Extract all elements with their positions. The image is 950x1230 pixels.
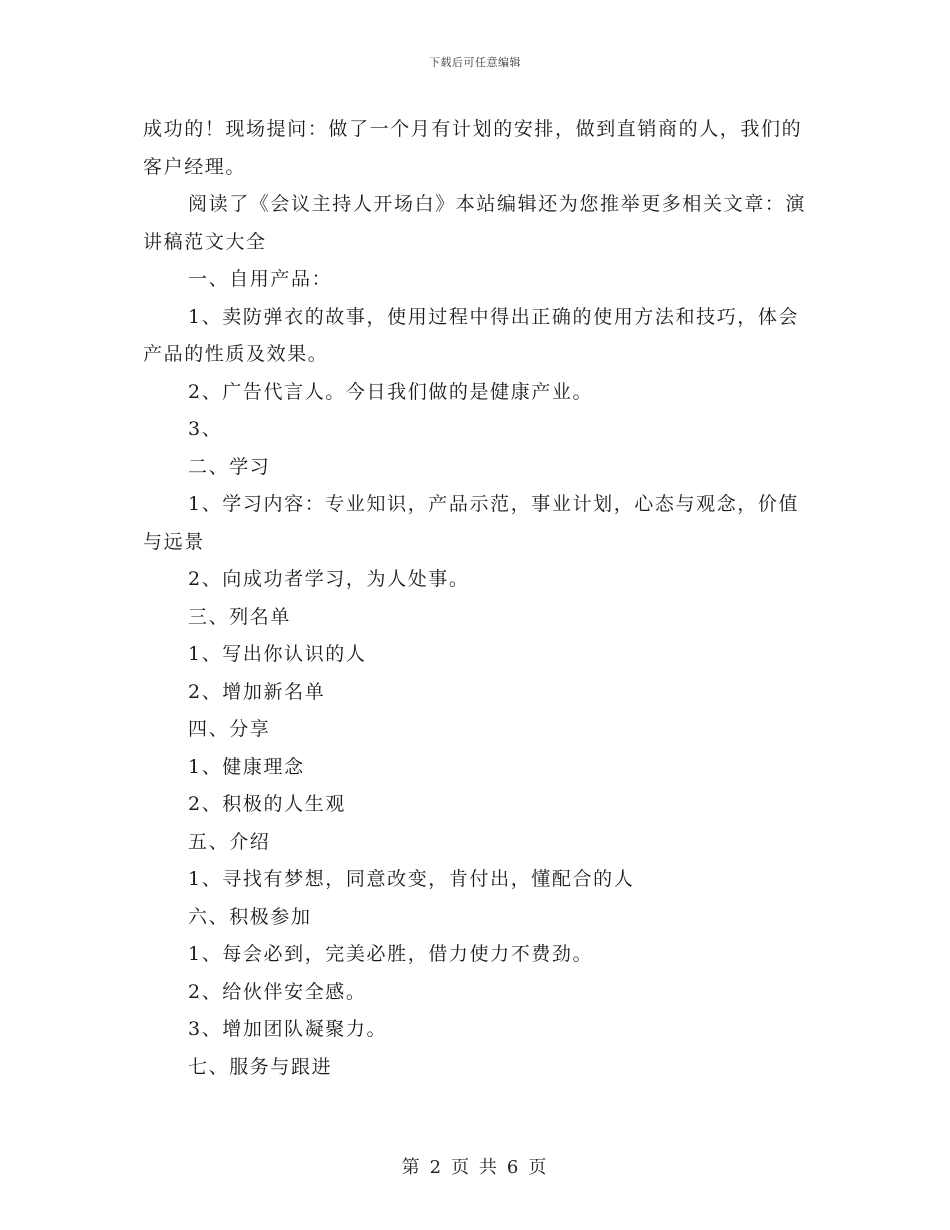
current-page-number: 2 [429,1157,444,1178]
list-item: 2、广告代言人。今日我们做的是健康产业。 [188,380,594,403]
section-heading: 二、学习 [188,455,271,478]
footer-prefix: 第 [401,1157,422,1178]
list-item: 2、积极的人生观 [188,793,346,815]
list-item: 2、给伙伴安全感。 [188,980,367,1003]
section-heading: 五、介绍 [188,830,271,853]
section-heading: 七、服务与跟进 [188,1055,333,1078]
section-heading: 三、列名单 [188,605,292,628]
page-header-note: 下载后可任意编辑 [429,56,521,69]
list-item: 3、 [188,418,223,440]
page-number-footer [0,1153,950,1179]
document-body [143,111,807,1086]
list-item: 2、向成功者学习，为人处事。 [188,568,470,590]
list-item: 1、学习内容：专业知识，产品示范，事业计划，心态与观念，价值与远景 [143,493,800,553]
total-page-count: 6 [506,1157,521,1178]
list-item: 1、每会必到，完美必胜，借力使力不费劲。 [188,943,594,965]
footer-suffix: 页 [528,1157,549,1178]
section-heading: 一、自用产品： [188,268,333,290]
list-item: 1、卖防弹衣的故事，使用过程中得出正确的使用方法和技巧，体会产品的性质及效果。 [143,305,800,365]
list-item: 3、增加团队凝聚力。 [188,1018,388,1040]
list-item: 2、增加新名单 [188,680,326,703]
list-item: 1、写出你认识的人 [188,643,367,665]
section-heading: 四、分享 [188,718,271,740]
paragraph: 阅读了《会议主持人开场白》本站编辑还为您推举更多相关文章：演讲稿范文大全 [143,193,807,253]
footer-middle: 页 共 [451,1157,499,1178]
section-heading: 六、积极参加 [188,905,312,928]
list-item: 1、寻找有梦想，同意改变，肯付出，懂配合的人 [188,868,635,890]
paragraph: 成功的！现场提问：做了一个月有计划的安排，做到直销商的人，我们的客户经理。 [143,118,803,178]
list-item: 1、健康理念 [188,755,305,778]
